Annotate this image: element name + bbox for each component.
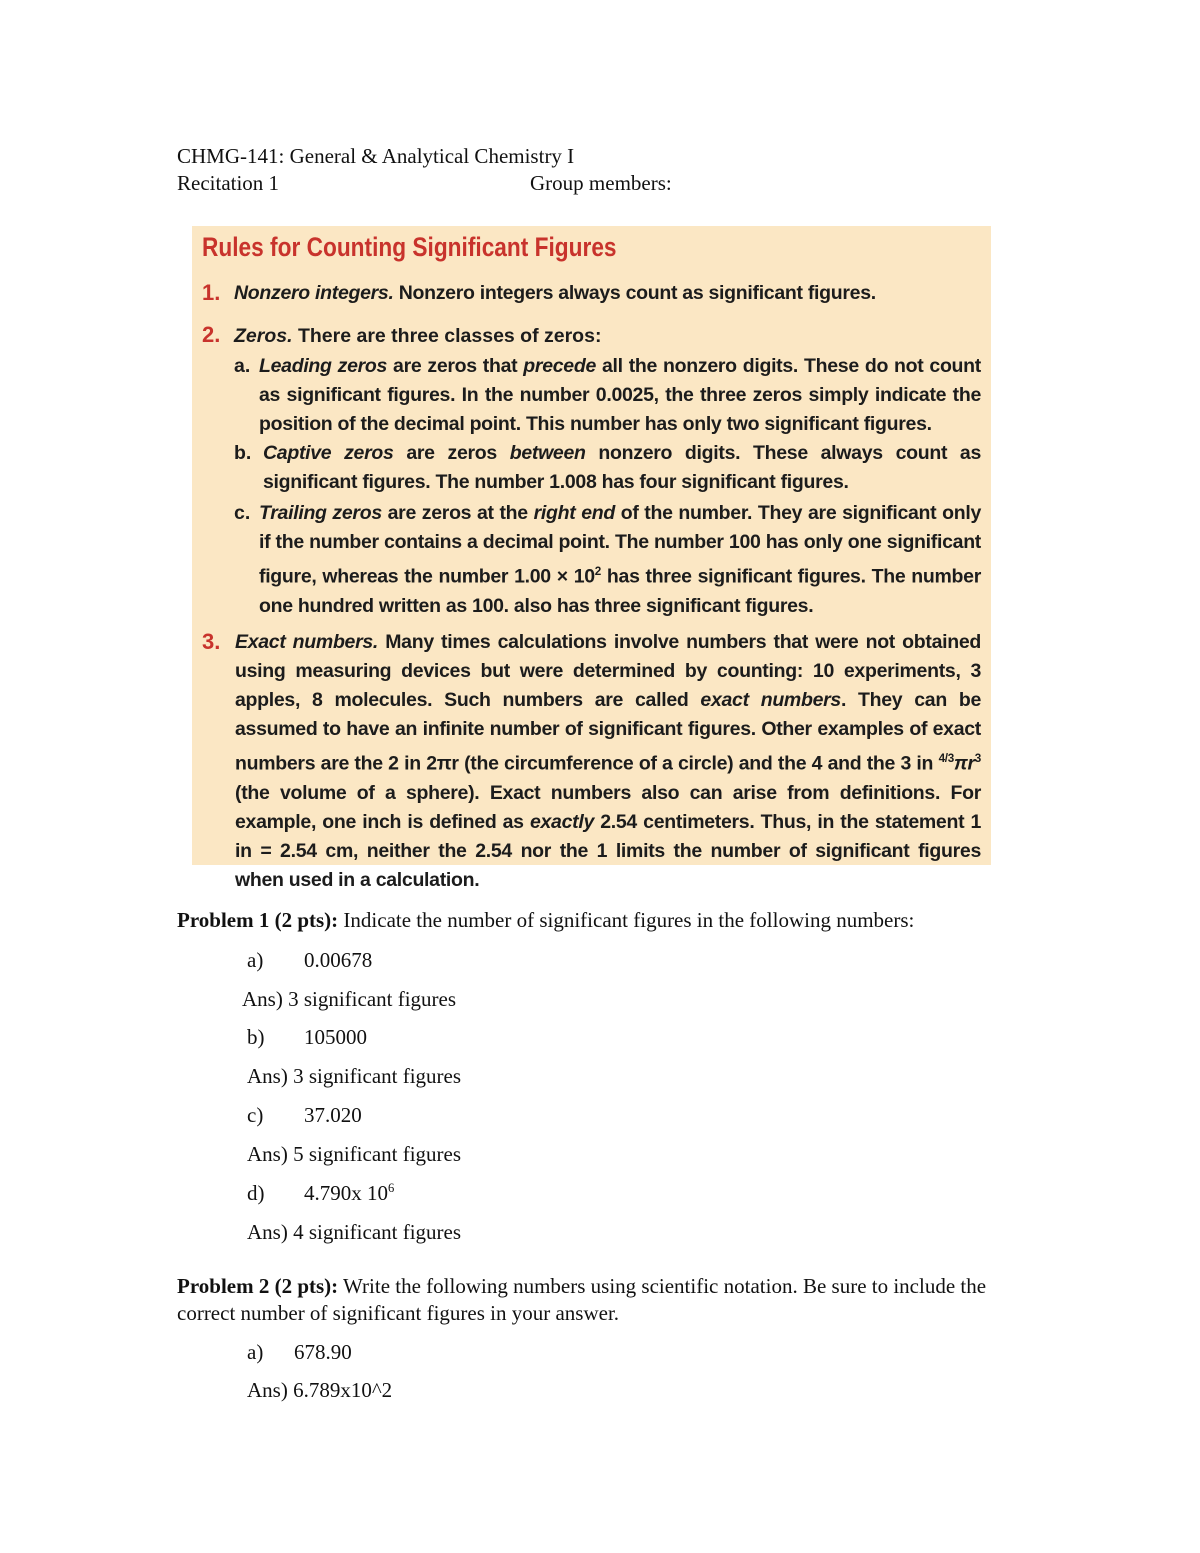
rule-2a-label: a. [234,355,251,377]
rule-2b-term: Captive zeros [263,442,394,464]
rule-3-text-4: 2.54 centimeters. Thus, in the statement 1 in = 2.54 cm, neither the 2.54 nor the 1 limits the number of significant figures when used in a calculation. [235,810,982,891]
item-label: b) [247,1025,265,1049]
rule-2-name: Zeros. [234,325,293,347]
rule-3-text-3: (the volume of a sphere). Exact numbers also can arise from definitions. For example, one inch is defined as [235,781,981,833]
problem-1-answer-c: Ans) 5 significant figures [247,1142,462,1166]
rule-3 [235,628,981,895]
rule-2a-term: Leading zeros [259,355,388,377]
rule-2b-text-2: nonzero digits. These always count as significant figures. The number 1.008 has four significant figures. [263,442,982,493]
rule-1 [234,279,954,308]
item-label: c) [247,1103,264,1127]
rule-2a-text-2: all the nonzero digits. These do not count as significant figures. In the number 0.0025, the three zeros simply indicate the position of the decimal point. This number has only two significant figures. [259,355,981,435]
rule-2c-text-2: of the number. They are significant only if the number contains a decimal point. The number 100 has only one significant figure, whereas the number 1.00 × 10 [259,502,981,588]
rule-2c-emphasis: right end [533,502,615,524]
problem-1-item-b [247,1025,367,1050]
rule-2b [263,439,981,497]
rule-3-fraction: 4/3 [938,752,954,765]
problem-2-answer-a: Ans) 6.789x10^2 [247,1378,393,1402]
item-value: 4.790x 10 [304,1181,388,1205]
problem-1-prompt: Indicate the number of significant figures in the following numbers: [343,908,915,932]
problem-2-prompt: Write the following numbers using scientific notation. Be sure to include the correct number of significant figures in your answer. [177,1274,987,1325]
document-header [177,143,672,197]
problem-1-item-c [247,1103,362,1128]
item-value: 37.020 [304,1103,362,1127]
rule-1-text: Nonzero integers always count as significant figures. [398,282,876,304]
problem-1-answer-a: Ans) 3 significant figures [242,987,457,1011]
problem-1-answer-d: Ans) 4 significant figures [247,1220,462,1244]
rule-2c-text-3: has three significant figures. The number one hundred written as 100. also has three significant figures. [259,565,981,617]
item-label: a) [247,1340,264,1364]
item-value: 678.90 [294,1340,352,1364]
rule-2-text: There are three classes of zeros: [297,325,602,347]
rule-2c-label: c. [234,502,251,524]
problem-2-item-a [247,1340,352,1365]
course-title: CHMG-141: General & Analytical Chemistry I [177,144,575,168]
rule-2 [234,322,954,351]
rule-2b-emphasis: between [509,442,586,464]
rule-3-number: 3. [202,629,221,654]
rule-3-emphasis-1: exact numbers [700,689,841,711]
problem-1-lead: Problem 1 (2 pts): [177,908,339,932]
rule-2b-text-1: are zeros [406,442,497,464]
problem-1-item-a [247,948,372,973]
rule-2a [259,352,981,439]
item-exponent: 6 [388,1181,395,1195]
rule-2a-text-1: are zeros that [393,355,518,377]
significant-figures-rules-box [192,226,991,891]
problem-2-lead: Problem 2 (2 pts): [177,1274,339,1298]
rule-2-number: 2. [202,322,221,347]
rule-3-emphasis-2: exactly [529,810,594,833]
recitation-label: Recitation 1 [177,171,280,195]
problem-2-heading [177,1273,1007,1327]
rule-2c-text-1: are zeros at the [387,502,528,524]
rule-1-name: Nonzero integers. [234,282,394,304]
rule-2c [259,499,981,621]
item-value: 105000 [304,1025,367,1049]
rule-2b-label: b. [234,442,252,464]
item-label: d) [247,1181,265,1205]
rule-3-formula: πr [953,752,975,775]
rule-3-text-2: . They can be assumed to have an infinite number of significant figures. Other examples of exact numbers are the 2 in 2πr (the circumference of a circle) and the 4 and the 3 in [235,689,981,775]
problem-1-answer-b: Ans) 3 significant figures [247,1064,462,1088]
rule-2c-exponent: 2 [594,565,601,578]
rule-3-exponent: 3 [974,752,981,765]
rule-3-text-1: Many times calculations involve numbers that were not obtained using measuring devices but were determined by counting: 10 experiments, 3 apples, 8 molecules. Such numbers are called [235,631,981,711]
item-value: 0.00678 [304,948,373,972]
rule-1-number: 1. [202,280,221,305]
rule-2c-term: Trailing zeros [259,502,382,524]
group-members-label: Group members: [530,171,672,195]
rules-title: Rules for Counting Significant Figures [202,232,617,262]
problem-1-item-d [247,1181,394,1206]
rule-3-name: Exact numbers. [235,631,379,653]
item-label: a) [247,948,264,972]
problem-1-heading [177,908,914,933]
rule-2a-emphasis: precede [523,355,596,377]
